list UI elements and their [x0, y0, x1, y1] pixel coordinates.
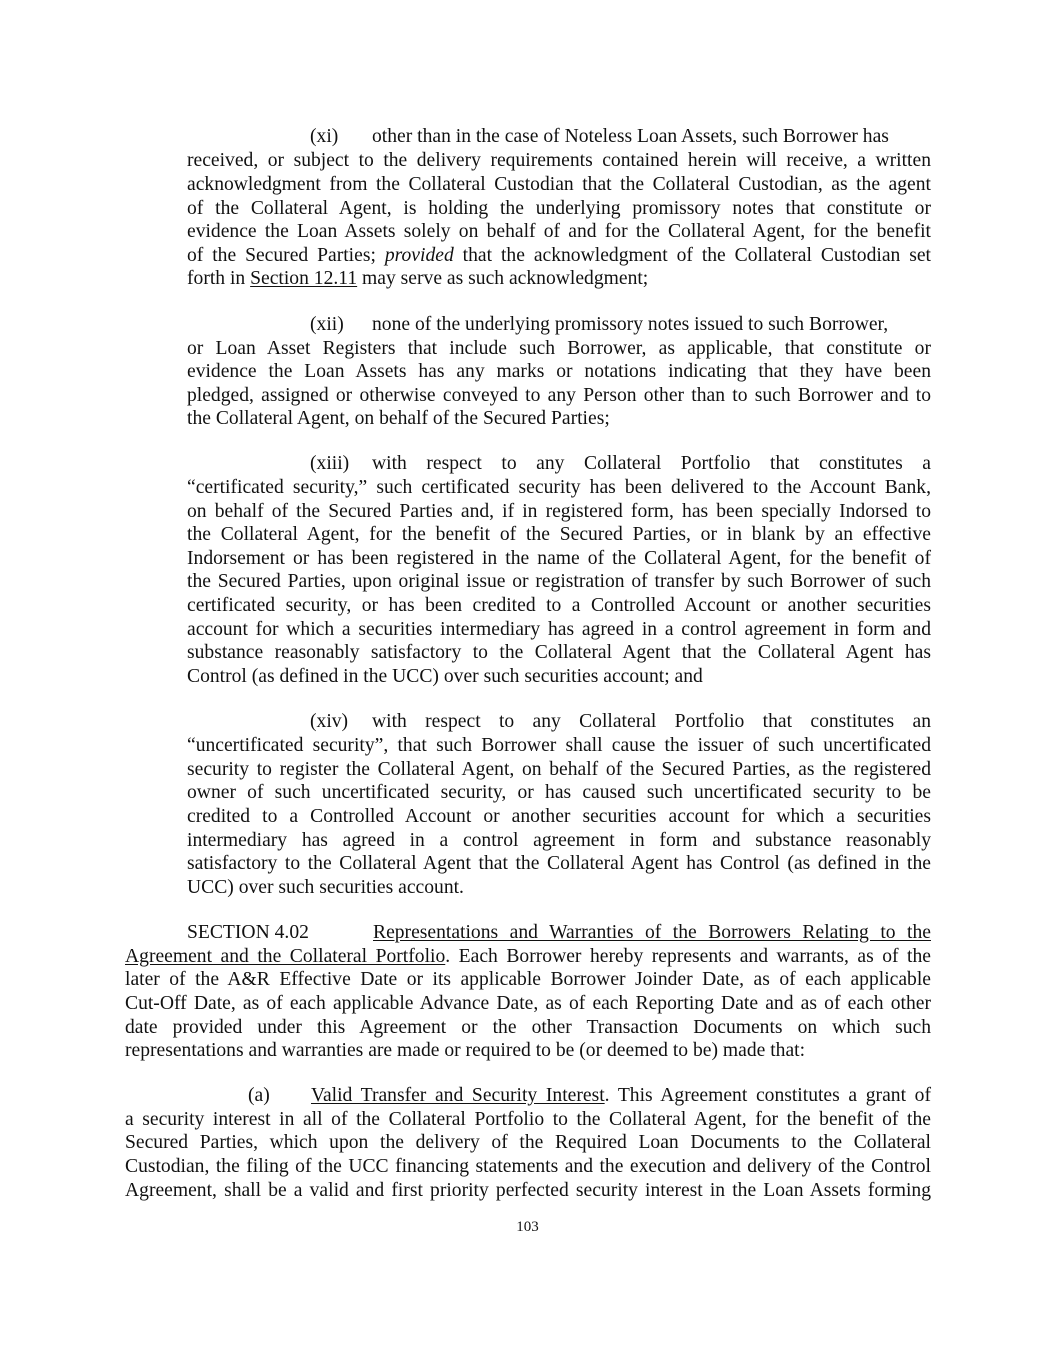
page-number: 103 — [516, 1219, 539, 1235]
section-line-5: date provided under this Agreement or the other Transaction Documents on which such — [125, 1017, 931, 1038]
clause-xiii-line-6: the Secured Parties, upon original issue or registration of transfer by such Borrower of such — [187, 571, 931, 592]
clause-text: with respect to any Collateral Portfolio that constitutes an — [372, 711, 931, 732]
subsection-title: Valid Transfer and Security Interest — [311, 1085, 605, 1106]
clause-text: none of the underlying promissory notes issued to such Borrower, — [372, 314, 889, 335]
clause-xiv-line-7: satisfactory to the Collateral Agent that the Collateral Agent has Control (as defined in the — [187, 853, 931, 874]
text: . Each Borrower hereby represents and warrants, as of the — [445, 946, 931, 967]
section-title: Representations and Warranties of the Borrowers Relating to the — [373, 922, 931, 943]
clause-label: (xiii) — [310, 453, 350, 474]
subsection-a-line-5: Agreement, shall be a valid and first priority perfected security interest in the Loan Assets forming — [125, 1180, 931, 1201]
clause-xi-line-5: evidence the Loan Assets solely on behalf of and for the Collateral Agent, for the benefit — [187, 221, 931, 242]
section-12-11-reference: Section 12.11 — [250, 268, 358, 289]
clause-xii-line-5: the Collateral Agent, on behalf of the Secured Parties; — [187, 408, 610, 429]
clause-xiii-line-3: on behalf of the Secured Parties and, if in registered form, has been specially Indorsed to — [187, 501, 931, 522]
clause-xiii-line-8: account for which a securities intermediary has agreed in a control agreement in form and — [187, 619, 931, 640]
section-number: SECTION 4.02 — [187, 922, 309, 943]
clause-xiii-line-9: substance reasonably satisfactory to the Collateral Agent that the Collateral Agent has — [187, 642, 931, 663]
section-title-continued: Agreement and the Collateral Portfolio — [125, 946, 446, 967]
clause-xii-line-2: or Loan Asset Registers that include such Borrower, as applicable, that constitute or — [187, 338, 931, 359]
text: of the Secured Parties; — [187, 245, 385, 266]
text: that the acknowledgment of the Collateral Custodian set — [453, 245, 931, 266]
clause-xiii-line-2: “certificated security,” such certificated security has been delivered to the Account Bank, — [187, 477, 931, 498]
clause-xiii-line-1 — [310, 452, 931, 476]
clause-label: (xii) — [310, 314, 344, 335]
provided-italic: provided — [384, 245, 454, 266]
clause-xiv-line-5: credited to a Controlled Account or another securities account for which a securities — [187, 806, 931, 827]
clause-xi-line-3: acknowledgment from the Collateral Custodian that the Collateral Custodian, as the agent — [187, 174, 931, 195]
text: . This Agreement constitutes a grant of — [604, 1085, 931, 1106]
text: may serve as such acknowledgment; — [357, 268, 649, 289]
clause-xi-line-6 — [187, 244, 931, 268]
clause-xiii-line-5: Indorsement or has been registered in the name of the Collateral Agent, for the benefit of — [187, 548, 931, 569]
subsection-a-line-3: Secured Parties, which upon the delivery of the Required Loan Documents to the Collateral — [125, 1132, 931, 1153]
clause-xi-line-7 — [187, 267, 931, 291]
clause-text: with respect to any Collateral Portfolio that constitutes a — [372, 453, 931, 474]
clause-xiv-line-3: security to register the Collateral Agent, on behalf of the Secured Parties, as the registered — [187, 759, 931, 780]
clause-xiv-line-2: “uncertificated security”, that such Borrower shall cause the issuer of such uncertificated — [187, 735, 931, 756]
subsection-a-line-4: Custodian, the filing of the UCC financing statements and the execution and delivery of the Control — [125, 1156, 931, 1177]
clause-label: (xi) — [310, 126, 339, 147]
section-line-2 — [125, 945, 931, 969]
subsection-a-line-2: a security interest in all of the Collateral Portfolio to the Collateral Agent, for the benefit of the — [125, 1109, 931, 1130]
clause-xi-line-2: received, or subject to the delivery requirements contained herein will receive, a written — [187, 150, 931, 171]
clause-xiv-line-8: UCC) over such securities account. — [187, 877, 464, 898]
clause-xiv-line-6: intermediary has agreed in a control agreement in form and substance reasonably — [187, 830, 931, 851]
section-line-4: Cut-Off Date, as of each applicable Advance Date, as of each Reporting Date and as of each other — [125, 993, 931, 1014]
clause-xiii-line-7: certificated security, or has been credited to a Controlled Account or another securities — [187, 595, 931, 616]
clause-label: (xiv) — [310, 711, 349, 732]
clause-xii-line-1 — [310, 313, 931, 337]
text: forth in — [187, 268, 251, 289]
section-line-3: later of the A&R Effective Date or its applicable Borrower Joinder Date, as of each applicable — [125, 969, 931, 990]
subsection-a-line-1 — [311, 1084, 931, 1108]
section-line-6: representations and warranties are made or required to be (or deemed to be) made that: — [125, 1040, 806, 1061]
clause-xiii-line-10: Control (as defined in the UCC) over such securities account; and — [187, 666, 703, 687]
clause-xi-line-4: of the Collateral Agent, is holding the underlying promissory notes that constitute or — [187, 198, 931, 219]
clause-xiv-line-4: owner of such uncertificated security, or has caused such uncertificated security to be — [187, 782, 931, 803]
subsection-label: (a) — [248, 1085, 270, 1106]
clause-xii-line-4: pledged, assigned or otherwise conveyed to any Person other than to such Borrower and to — [187, 385, 931, 406]
clause-xiv-line-1 — [310, 710, 931, 734]
clause-text: other than in the case of Noteless Loan Assets, such Borrower has — [372, 126, 889, 147]
clause-xii-line-3: evidence the Loan Assets has any marks or notations indicating that they have been — [187, 361, 931, 382]
clause-xi-line-1 — [310, 125, 931, 149]
clause-xiii-line-4: the Collateral Agent, for the benefit of the Secured Parties, or in blank by an effective — [187, 524, 931, 545]
